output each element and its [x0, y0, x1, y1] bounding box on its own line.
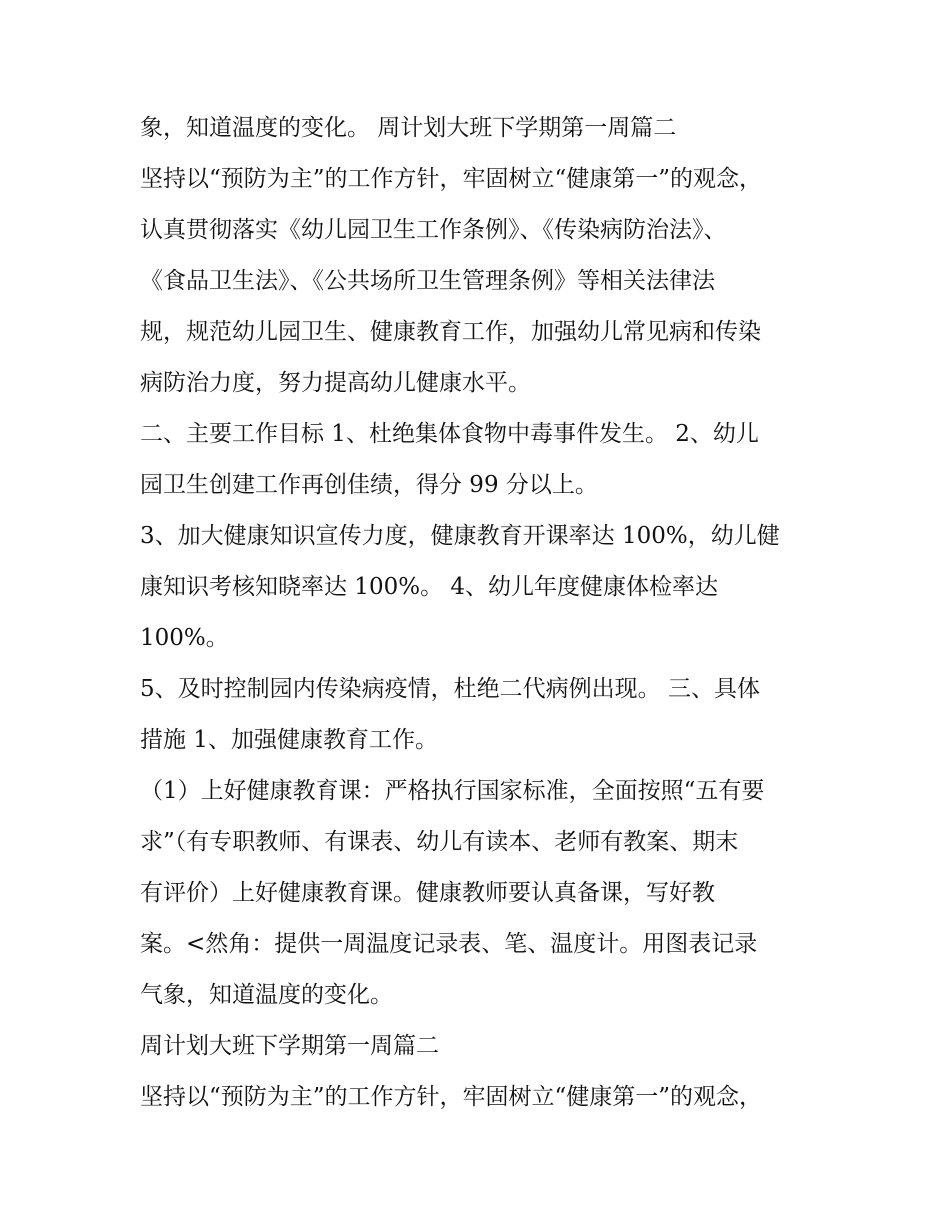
text-line: 《食品卫生法》、《公共场所卫生管理条例》等相关法律法: [140, 268, 715, 294]
text-line: 康知识考核知晓率达 100%。 4、幼儿年度健康体检率达: [140, 574, 719, 600]
text-line: 周计划大班下学期第一周篇二: [140, 1033, 439, 1059]
text-line: 措施 1、加强健康教育工作。: [140, 727, 438, 753]
text-line: 3、加大健康知识宣传力度，健康教育开课率达 100%，幼儿健: [140, 523, 780, 549]
text-line: 100%。: [140, 625, 229, 651]
text-line: 规，规范幼儿园卫生、健康教育工作，加强幼儿常见病和传染: [140, 319, 761, 345]
document-body: [140, 103, 830, 1123]
text-line: 病防治力度，努力提高幼儿健康水平。: [140, 370, 531, 396]
text-line: 园卫生创建工作再创佳绩，得分 99 分以上。: [140, 472, 598, 498]
text-line: 气象，知道温度的变化。: [140, 982, 393, 1008]
text-line: 坚持以“预防为主”的工作方针，牢固树立“健康第一”的观念，: [140, 166, 763, 192]
text-line: （1）上好健康教育课：严格执行国家标准，全面按照“五有要: [140, 778, 765, 804]
text-line: 5、及时控制园内传染病疫情，杜绝二代病例出现。 三、具体: [140, 676, 760, 702]
text-line: 案。<然角：提供一周温度记录表、笔、温度计。用图表记录: [140, 931, 758, 957]
text-line: 象，知道温度的变化。 周计划大班下学期第一周篇二: [140, 115, 677, 141]
text-line: 有评价）上好健康教育课。健康教师要认真备课，写好教: [140, 880, 715, 906]
text-line: 坚持以“预防为主”的工作方针，牢固树立“健康第一”的观念，: [140, 1084, 763, 1110]
text-line: 二、主要工作目标 1、杜绝集体食物中毒事件发生。 2、幼儿: [140, 421, 759, 447]
text-line: 认真贯彻落实《幼儿园卫生工作条例》、《传染病防治法》、: [140, 217, 727, 243]
text-line: 求”（有专职教师、有课表、幼儿有读本、老师有教案、期末: [140, 829, 739, 855]
